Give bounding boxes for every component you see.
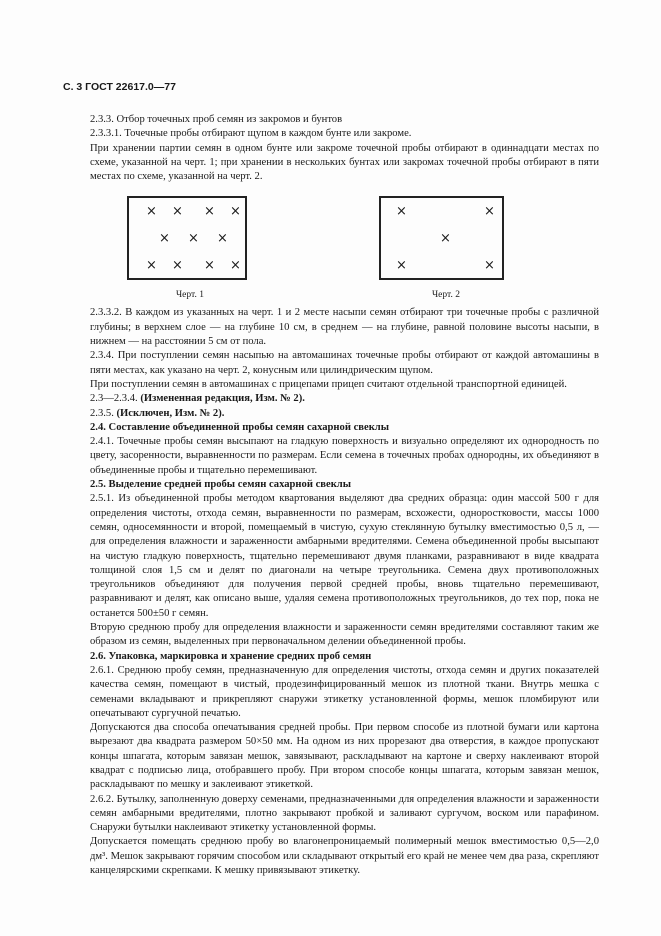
paragraph-trailers: При поступлении семян в автомашинах с прицепами прицеп считают отдельной транспортной единицей. (90, 378, 567, 390)
figure-2 (379, 196, 504, 301)
excluded-text: (Исключен, Изм. № 2). (116, 407, 225, 419)
section-2-4-title: 2.4. Составление объединенной пробы семян сахарной свеклы (90, 421, 390, 433)
section-2-3-3-title: 2.3.3. Отбор точечных проб семян из закромов и бунтов (90, 114, 343, 125)
figure-2-mark: × (440, 231, 451, 247)
figure-1-mark: × (146, 204, 157, 220)
figure-1 (127, 196, 247, 301)
paragraph-2-5-1: 2.5.1. Из объединенной пробы методом квартования выделяют два средних образца: один массой 500 г для определения чистоты, отхода семян, выравненности по размерам, всхожести, одноростковости, массы 1000 семян, односемянности и второй, помещаемый в чистую, сухую стеклянную бутылку вместимостью 0,5 л, — для определения влажности и зараженности амбарными вредителями. Семена объединенной пробы высыпают на чистую гладкую поверхность, тщательно перемешивают двумя планками, разравнивают в виде квадрата толщиной слоя 1,5 см и делят по диагонали на четыре треугольника. Семена двух противоположных треугольников объединяют для получения первой средней пробы, вновь тщательно перемешивают, разравнивают и делят, как описано выше, удаляя семена противоположных треугольников, до тех пор, пока не останется 500±50 г семян. (90, 493, 599, 619)
paragraph-2-3-3-1: 2.3.3.1. Точечные пробы отбирают щупом в каждом бунте или закроме. (90, 128, 412, 140)
figure-1-mark: × (204, 204, 215, 220)
figure-1-mark: × (230, 204, 241, 220)
page-header: С. 3 ГОСТ 22617.0—77 (63, 81, 176, 93)
amendment-note (90, 392, 599, 406)
paragraph-polymer-bag: Допускается помещать среднюю пробу во влагонепроницаемый полимерный мешок вместимостью 0,5—2,0 дм³. Мешок закрывают горячим способом или складывают открытый его край не менее чем два раза, скрепляют канцелярскими скрепками. К мешку привязывают этикетку. (90, 836, 599, 877)
paragraph-2-6-1: 2.6.1. Среднюю пробу семян, предназначенную для определения чистоты, отхода семян и других показателей качества семян, помещают в чистый, продезинфицированный мешок из плотной ткани. Внутрь мешка с семенами вкладывают и прикрепляют снаружи этикетку установленной формы, мешок пломбируют или опечатывают сургучной печатью. (90, 664, 599, 719)
figure-1-mark: × (217, 231, 228, 247)
paragraph-second-sample: Вторую среднюю пробу для определения влажности и зараженности семян вредителями составляют таким же образом из семян, выделенных при первоначальном делении объединенной пробы. (90, 622, 599, 648)
document-body (90, 113, 599, 878)
amendment-text: (Измененная редакция, Изм. № 2). (140, 393, 305, 405)
figure-1-mark: × (188, 231, 199, 247)
section-2-6-title: 2.6. Упаковка, маркировка и хранение средних проб семян (90, 650, 372, 662)
paragraph-2-3-4: 2.3.4. При поступлении семян насыпью на автомашинах точечные пробы отбирают от каждой автомашины в пяти местах, как указано на черт. 2, конусным или цилиндрическим щупом. (90, 350, 599, 376)
paragraph-sealing: Допускаются два способа опечатывания средней пробы. При первом способе из плотной бумаги или картона вырезают два квадрата размером 50×50 мм. На одном из них прорезают два отверстия, в каждое пропускают концы шпагата, которым завязан мешок, завязывают, раскладывают на картоне и сверху наклеивают второй квадрат с подписью лица, отобравшего пробу. При втором способе концы шпагата, которым завязан мешок, раскладывают по мешку и заклеивают этикеткой. (90, 722, 599, 791)
figure-1-caption: Черт. 1 (176, 290, 204, 301)
paragraph-storage: При хранении партии семян в одном бунте или закроме точечной пробы отбирают в одиннадцати местах по схеме, указанной на черт. 1; при хранении в нескольких бунтах или закромах точечной пробы отбирают в пяти местах по схеме, указанной на черт. 2. (90, 142, 599, 183)
figure-1-mark: × (204, 258, 215, 274)
amendment-ref: 2.3—2.3.4. (90, 393, 141, 405)
paragraph-2-4-1: 2.4.1. Точечные пробы семян высыпают на гладкую поверхность и визуально определяют их однородность по цвету, засоренности, выравненности по размерам. Если семена в точечных пробах однородны, их объединяют в объединенные пробы и тщательно перемешивают. (90, 436, 599, 476)
figures-row (90, 188, 599, 306)
paragraph-2-6-2: 2.6.2. Бутылку, заполненную доверху семенами, предназначенными для определения влажности и зараженности семян амбарными вредителями, плотно закрывают пробкой и заливают сургучом, воском или парафином. Снаружи бутылки наклеивают этикетку установленной формы. (90, 793, 599, 834)
figure-1-mark: × (230, 258, 241, 274)
section-2-5-title: 2.5. Выделение средней пробы семян сахарной свеклы (90, 479, 352, 491)
figure-2-caption: Черт. 2 (432, 290, 460, 301)
figure-1-mark: × (172, 258, 183, 274)
figure-1-mark: × (146, 258, 157, 274)
figure-2-mark: × (396, 258, 407, 274)
figure-1-mark: × (172, 204, 183, 220)
paragraph-2-3-3-2: 2.3.3.2. В каждом из указанных на черт. 1 и 2 месте насыпи семян отбирают три точечные пробы с различной глубины; в верхнем слое — на глубине 10 см, в среднем — на глубине, равной половине высоты насыпи, в нижнем — на расстоянии 5 см от пола. (90, 307, 599, 348)
excluded-note (90, 407, 599, 421)
figure-2-mark: × (396, 204, 407, 220)
figure-1-box (127, 196, 247, 280)
figure-2-mark: × (484, 204, 495, 220)
figure-1-mark: × (159, 231, 170, 247)
figure-2-mark: × (484, 258, 495, 274)
excluded-ref: 2.3.5. (90, 407, 117, 419)
figure-2-box (379, 196, 504, 280)
